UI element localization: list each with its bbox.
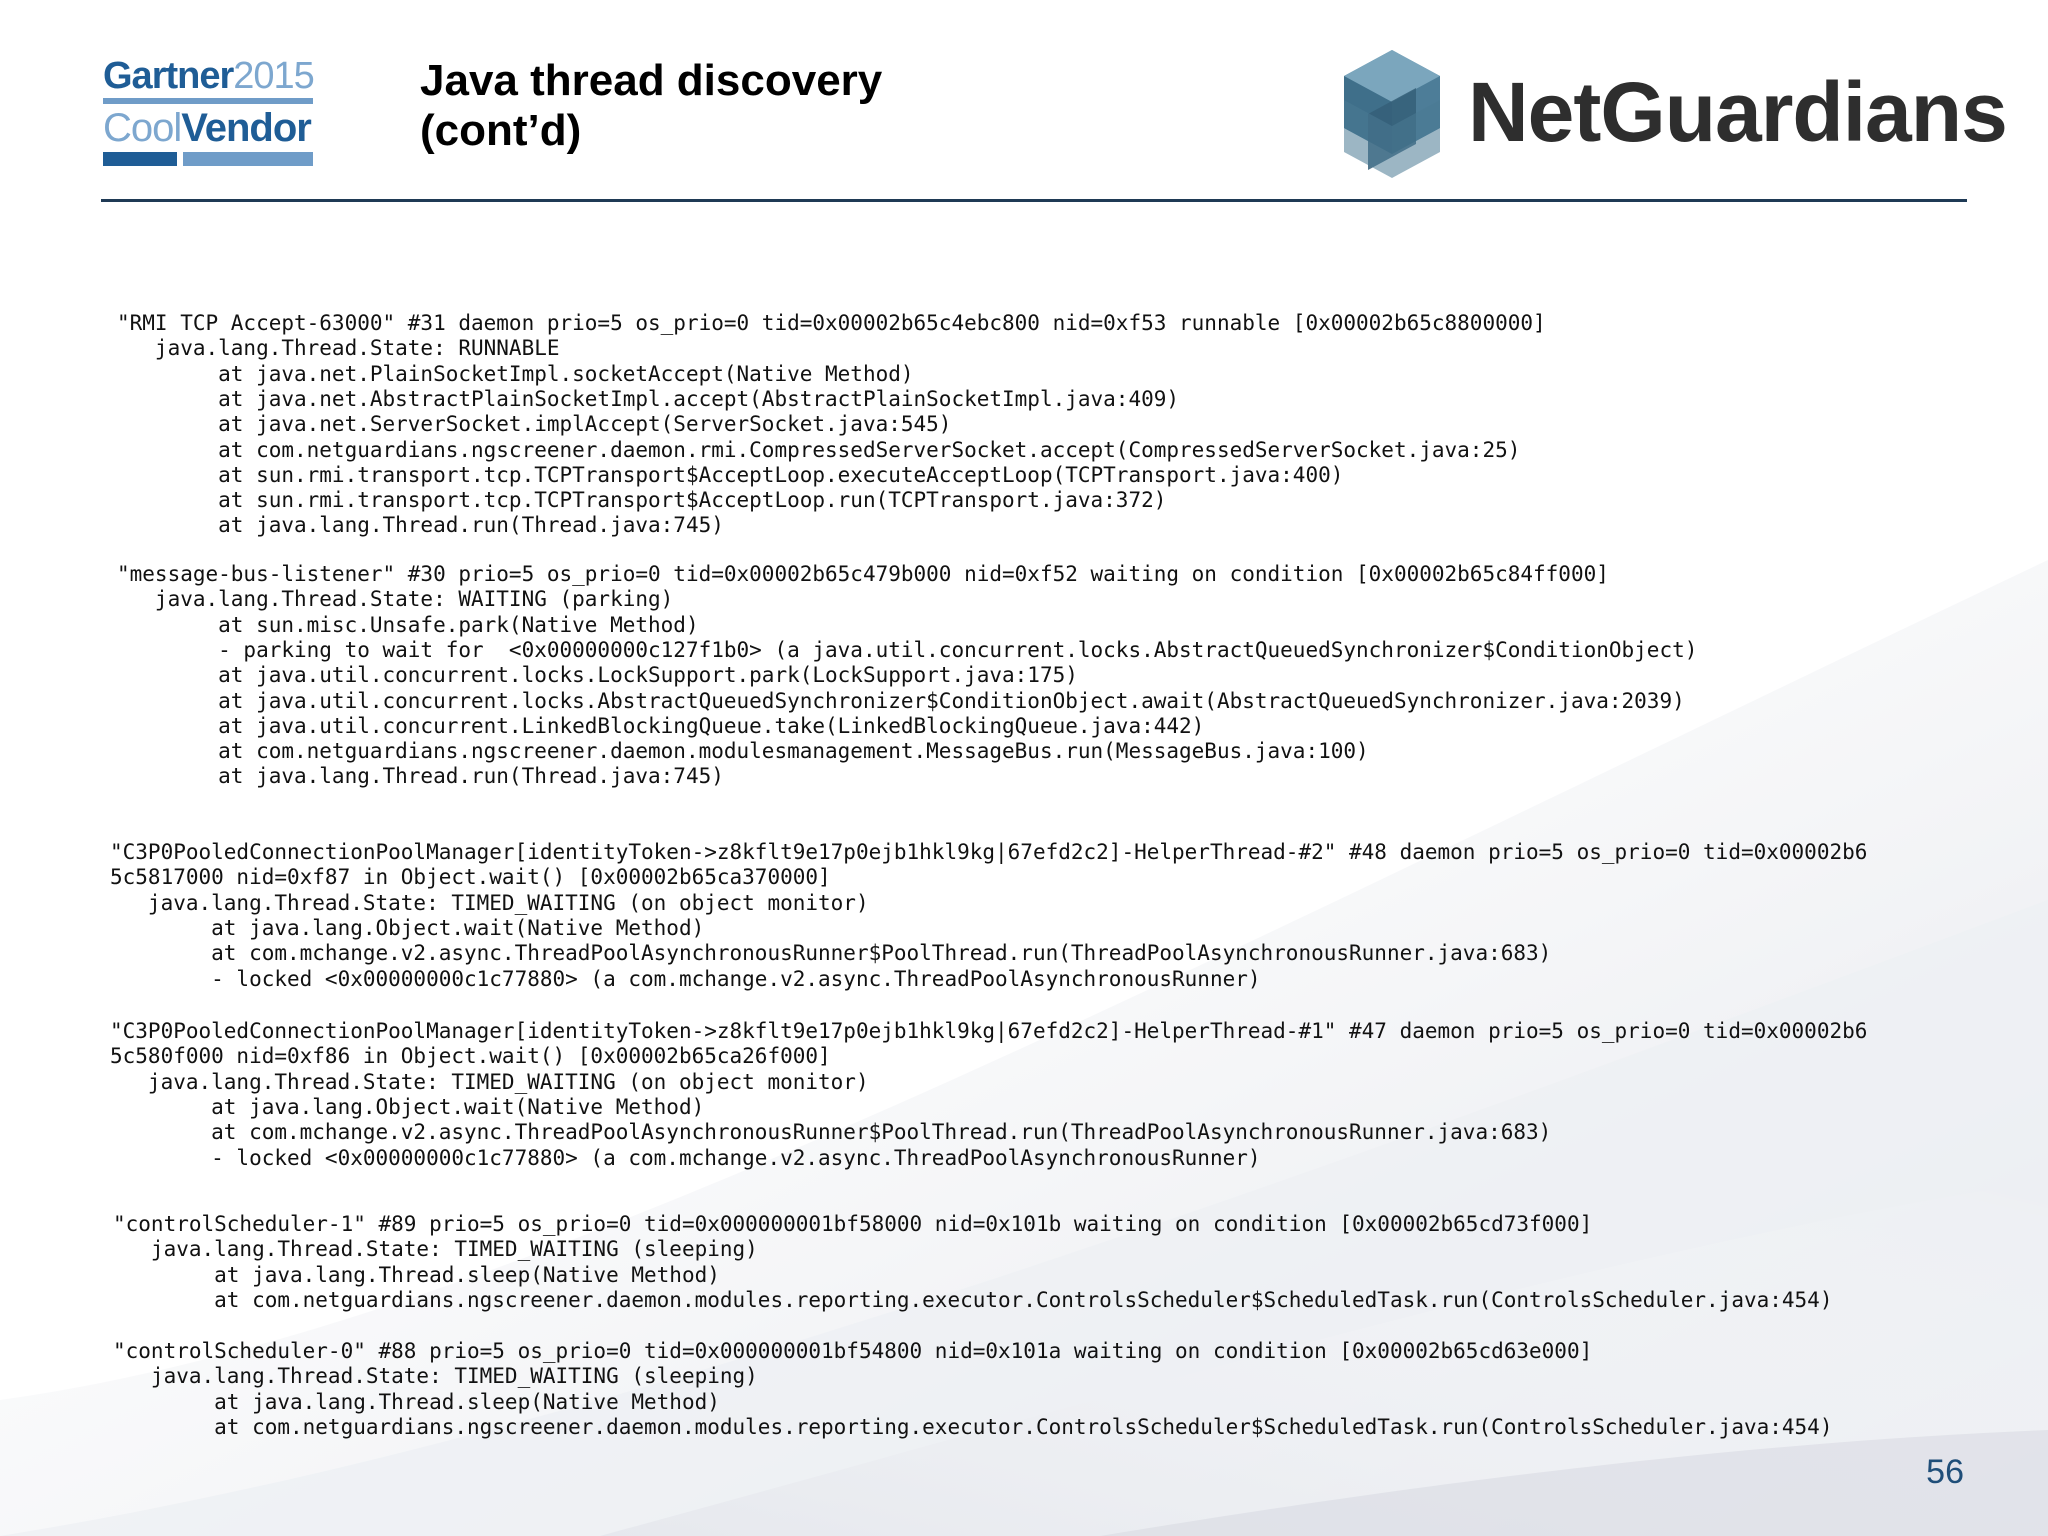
netguardians-logo: [1340, 48, 2007, 178]
thread-dump-line: at java.util.concurrent.LinkedBlockingQueue.take(LinkedBlockingQueue.java:442): [117, 714, 1205, 738]
thread-dump-line: "C3P0PooledConnectionPoolManager[identityToken->z8kflt9e17p0ejb1hkl9kg|67efd2c2]-HelperThread-#2" #48 daemon prio=5 os_prio=0 tid=0x00002b6: [110, 840, 1868, 864]
thread-dump-line: at com.mchange.v2.async.ThreadPoolAsynchronousRunner$PoolThread.run(ThreadPoolAsynchronousRunner.java:683): [110, 1120, 1552, 1144]
thread-dump-line: at com.netguardians.ngscreener.daemon.rmi.CompressedServerSocket.accept(CompressedServerSocket.java:25): [117, 438, 1521, 462]
thread-dump-line: 5c5817000 nid=0xf87 in Object.wait() [0x00002b65ca370000]: [110, 865, 831, 889]
slide-title-line-1: Java thread discovery: [420, 56, 883, 105]
thread-dump-line: java.lang.Thread.State: WAITING (parking): [117, 587, 674, 611]
thread-dump-line: - locked <0x00000000c1c77880> (a com.mchange.v2.async.ThreadPoolAsynchronousRunner): [110, 1146, 1261, 1170]
thread-dump-line: at java.net.AbstractPlainSocketImpl.accept(AbstractPlainSocketImpl.java:409): [117, 387, 1180, 411]
slide-title-line-2: (cont’d): [420, 106, 582, 155]
thread-dump-line: - parking to wait for <0x00000000c127f1b0> (a java.util.concurrent.locks.AbstractQueuedSynchronizer$ConditionObject): [117, 638, 1698, 662]
thread-dump-line: java.lang.Thread.State: TIMED_WAITING (sleeping): [113, 1237, 758, 1261]
thread-dump-line: "RMI TCP Accept-63000" #31 daemon prio=5 os_prio=0 tid=0x00002b65c4ebc800 nid=0xf53 runnable [0x00002b65c8800000]: [117, 311, 1546, 335]
thread-dump-line: at java.lang.Thread.sleep(Native Method): [113, 1263, 720, 1287]
gartner-cool-vendor-logo: [103, 56, 315, 166]
gartner-logo-year: 2015: [233, 55, 314, 97]
thread-dump-line: at com.netguardians.ngscreener.daemon.modules.reporting.executor.ControlsScheduler$ScheduledTask.run(ControlsScheduler.java:454): [113, 1288, 1833, 1312]
slide-title: [420, 56, 882, 156]
thread-dump-line: java.lang.Thread.State: RUNNABLE: [117, 336, 560, 360]
thread-dump-line: at java.util.concurrent.locks.AbstractQueuedSynchronizer$ConditionObject.await(AbstractQueuedSynchronizer.java:2039): [117, 689, 1685, 713]
thread-dump-line: java.lang.Thread.State: TIMED_WAITING (sleeping): [113, 1364, 758, 1388]
thread-dump-line: - locked <0x00000000c1c77880> (a com.mchange.v2.async.ThreadPoolAsynchronousRunner): [110, 967, 1261, 991]
netguardians-cube-icon: [1340, 48, 1444, 178]
thread-dump-line: 5c580f000 nid=0xf86 in Object.wait() [0x00002b65ca26f000]: [110, 1044, 831, 1068]
gartner-logo-divider: [103, 98, 313, 104]
thread-dump-line: "C3P0PooledConnectionPoolManager[identityToken->z8kflt9e17p0ejb1hkl9kg|67efd2c2]-HelperThread-#1" #47 daemon prio=5 os_prio=0 tid=0x00002b6: [110, 1019, 1868, 1043]
header-divider: [101, 199, 1967, 202]
thread-dump-line: at sun.rmi.transport.tcp.TCPTransport$AcceptLoop.run(TCPTransport.java:372): [117, 488, 1167, 512]
thread-dump-line: "controlScheduler-1" #89 prio=5 os_prio=0 tid=0x000000001bf58000 nid=0x101b waiting on condition [0x00002b65cd73f000]: [113, 1212, 1593, 1236]
thread-dump-line: at sun.misc.Unsafe.park(Native Method): [117, 613, 699, 637]
gartner-logo-cool: Cool: [103, 106, 182, 150]
thread-dump-line: at java.lang.Object.wait(Native Method): [110, 1095, 705, 1119]
gartner-logo-word: Gartner: [103, 55, 234, 97]
page-number: 56: [1926, 1453, 1964, 1491]
thread-dump-line: at com.mchange.v2.async.ThreadPoolAsynchronousRunner$PoolThread.run(ThreadPoolAsynchronousRunner.java:683): [110, 941, 1552, 965]
gartner-logo-vendor: Vendor: [181, 106, 311, 150]
thread-dump-line: at java.util.concurrent.locks.LockSupport.park(LockSupport.java:175): [117, 663, 1078, 687]
thread-dump-line: at java.lang.Thread.run(Thread.java:745): [117, 764, 724, 788]
thread-dump-line: at sun.rmi.transport.tcp.TCPTransport$AcceptLoop.executeAcceptLoop(TCPTransport.java:400): [117, 463, 1344, 487]
thread-dump-line: at java.net.PlainSocketImpl.socketAccept(Native Method): [117, 362, 914, 386]
thread-dump-line: "message-bus-listener" #30 prio=5 os_prio=0 tid=0x00002b65c479b000 nid=0xf52 waiting on condition [0x00002b65c84ff000]: [117, 562, 1609, 586]
thread-dump-line: "controlScheduler-0" #88 prio=5 os_prio=0 tid=0x000000001bf54800 nid=0x101a waiting on condition [0x00002b65cd63e000]: [113, 1339, 1593, 1363]
gartner-logo-color-bar: [103, 152, 313, 166]
thread-dump-line: at java.lang.Thread.sleep(Native Method): [113, 1390, 720, 1414]
netguardians-wordmark: NetGuardians: [1468, 65, 2007, 159]
thread-dump-line: at com.netguardians.ngscreener.daemon.modulesmanagement.MessageBus.run(MessageBus.java:100): [117, 739, 1369, 763]
thread-dump-line: at com.netguardians.ngscreener.daemon.modules.reporting.executor.ControlsScheduler$ScheduledTask.run(ControlsScheduler.java:454): [113, 1415, 1833, 1439]
thread-dump-line: java.lang.Thread.State: TIMED_WAITING (on object monitor): [110, 1070, 869, 1094]
thread-dump-line: at java.lang.Thread.run(Thread.java:745): [117, 513, 724, 537]
thread-dump-line: at java.net.ServerSocket.implAccept(ServerSocket.java:545): [117, 412, 952, 436]
thread-dump-line: java.lang.Thread.State: TIMED_WAITING (on object monitor): [110, 891, 869, 915]
thread-dump-line: at java.lang.Object.wait(Native Method): [110, 916, 705, 940]
